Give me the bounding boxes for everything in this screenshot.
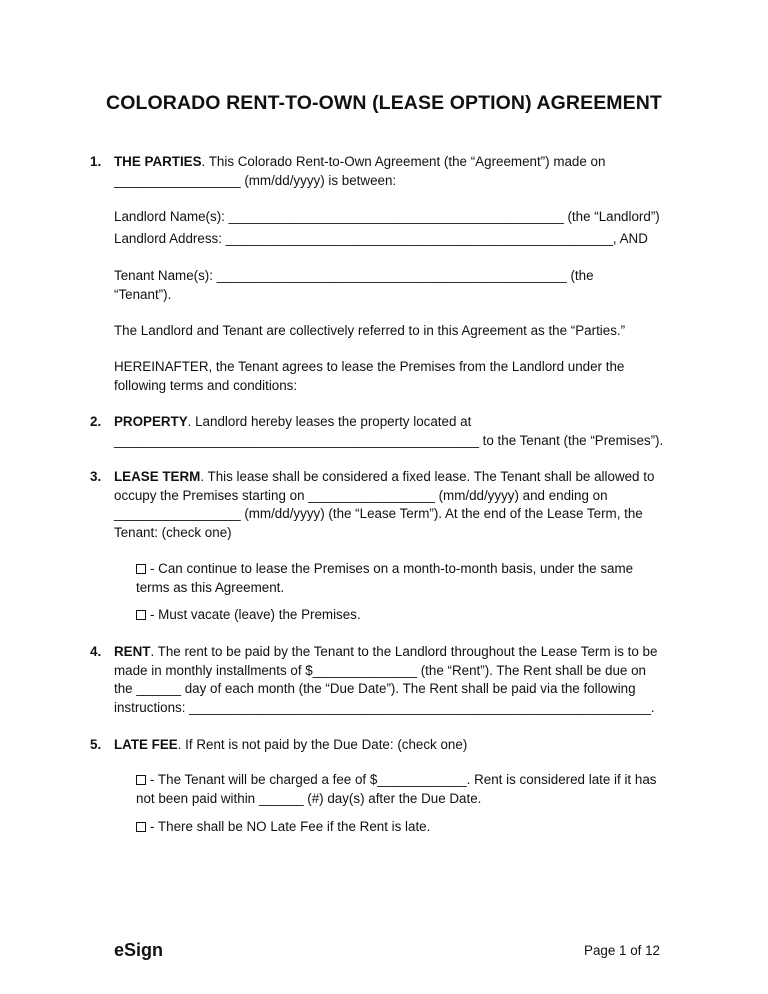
section-3-number: 3. — [90, 469, 102, 484]
tenant-name-field: Tenant Name(s): _______________________________________________ (the — [114, 268, 594, 283]
late-fee-option-none — [136, 818, 430, 836]
landlord-name-field: Landlord Name(s): _____________________________________________ (the “Landlord”) — [114, 209, 660, 224]
lease-option-1-text: - Can continue to lease the Premises on a month-to-month basis, under the same — [150, 561, 634, 576]
section-3-line-2: occupy the Premises starting on _________________ (mm/dd/yyyy) and ending on — [114, 488, 608, 503]
section-3-intro: . This lease shall be considered a fixed lease. The Tenant shall be allowed to — [200, 469, 655, 484]
section-5-line-1 — [114, 736, 467, 754]
section-1-line-2: _________________ (mm/dd/yyyy) is between: — [114, 173, 397, 188]
section-4-line-3: the ______ day of each month (the “Due Date”). The Rent shall be paid via the following — [114, 681, 636, 696]
section-1-line-1 — [114, 153, 605, 171]
esign-logo: eSign — [114, 940, 164, 960]
section-4-line-4: instructions: ______________________________________________________________. — [114, 700, 655, 715]
checkbox[interactable] — [136, 610, 146, 620]
section-3-line-4: Tenant: (check one) — [114, 525, 232, 540]
checkbox[interactable] — [136, 775, 146, 785]
section-2-line-1 — [114, 413, 471, 431]
late-fee-option-2-text: - There shall be NO Late Fee if the Rent is late. — [150, 819, 431, 834]
section-4-intro: . The rent to be paid by the Tenant to the Landlord throughout the Lease Term is to be — [150, 644, 658, 659]
parties-paragraph: The Landlord and Tenant are collectively referred to in this Agreement as the “Parties.” — [114, 323, 626, 338]
section-4-line-2: made in monthly installments of $______________ (the “Rent”). The Rent shall be due on — [114, 663, 646, 678]
lease-option-month-to-month — [136, 560, 633, 578]
lease-option-2-text: - Must vacate (leave) the Premises. — [150, 607, 361, 622]
late-fee-option-1-text: - The Tenant will be charged a fee of $____________. Rent is considered late if it has — [150, 772, 657, 787]
section-1-intro: . This Colorado Rent-to-Own Agreement (the “Agreement”) made on — [201, 154, 606, 169]
section-4-line-1 — [114, 643, 657, 661]
document-title: COLORADO RENT-TO-OWN (LEASE OPTION) AGREEMENT — [106, 92, 662, 114]
section-4-heading: RENT — [114, 644, 151, 659]
hereinafter-line-1: HEREINAFTER, the Tenant agrees to lease the Premises from the Landlord under the — [114, 359, 625, 374]
section-3-line-1 — [114, 468, 654, 486]
section-3-heading: LEASE TERM — [114, 469, 201, 484]
lease-option-vacate — [136, 606, 361, 624]
landlord-address-field: Landlord Address: ____________________________________________________, AND — [114, 231, 648, 246]
section-4-number: 4. — [90, 644, 102, 659]
section-5-number: 5. — [90, 737, 102, 752]
checkbox[interactable] — [136, 822, 146, 832]
section-2-number: 2. — [90, 414, 102, 429]
section-1-number: 1. — [90, 154, 102, 169]
lease-option-month-to-month-cont: terms as this Agreement. — [136, 580, 285, 595]
section-5-intro: . If Rent is not paid by the Due Date: (check one) — [177, 737, 468, 752]
tenant-name-field-cont: “Tenant”). — [114, 287, 172, 302]
section-2-heading: PROPERTY — [114, 414, 188, 429]
section-1-heading: THE PARTIES — [114, 154, 202, 169]
late-fee-option-charged — [136, 771, 656, 789]
section-3-line-3: _________________ (mm/dd/yyyy) (the “Lease Term”). At the end of the Lease Term, the — [114, 506, 643, 521]
late-fee-option-charged-cont: not been paid within ______ (#) day(s) after the Due Date. — [136, 791, 482, 806]
section-2-line-2: _________________________________________________ to the Tenant (the “Premises”). — [114, 433, 664, 448]
section-5-heading: LATE FEE — [114, 737, 178, 752]
hereinafter-line-2: following terms and conditions: — [114, 378, 298, 393]
checkbox[interactable] — [136, 564, 146, 574]
section-2-intro: . Landlord hereby leases the property located at — [187, 414, 472, 429]
page-number: Page 1 of 12 — [584, 943, 660, 958]
